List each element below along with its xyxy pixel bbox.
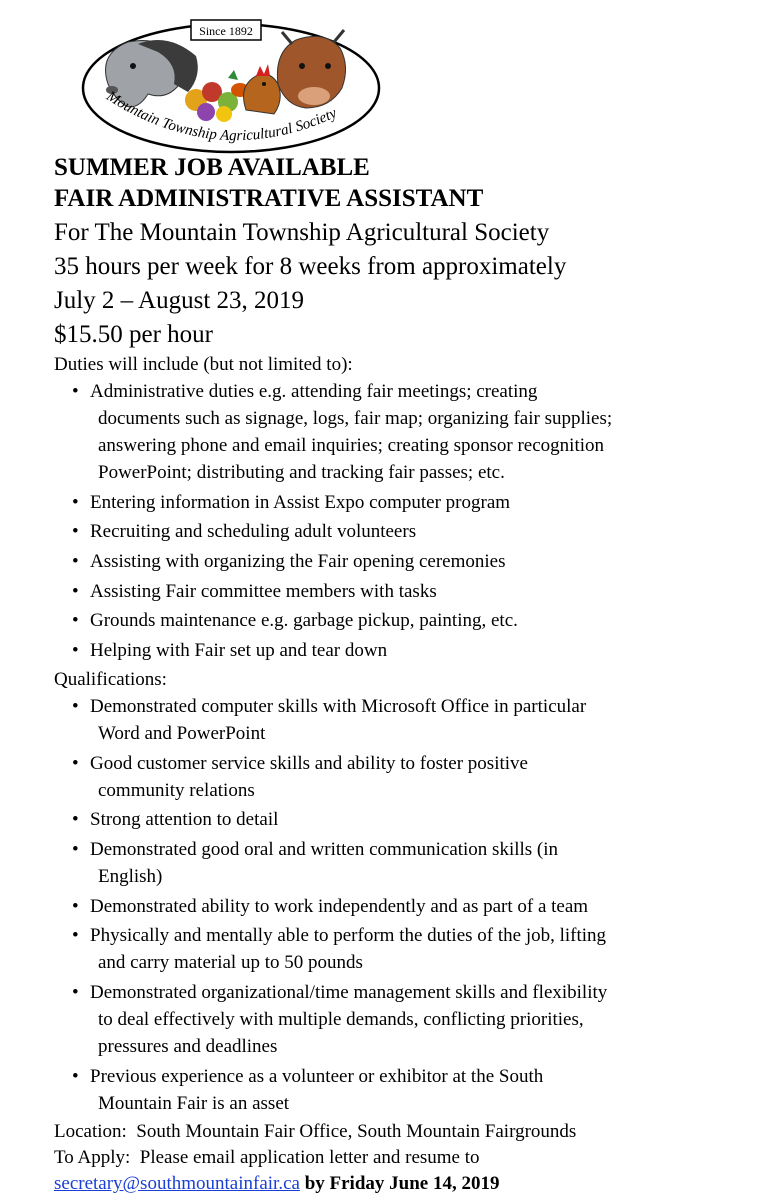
posting-title: SUMMER JOB AVAILABLE — [54, 154, 370, 181]
bullet-icon: • — [72, 1065, 79, 1087]
bullet-icon: • — [72, 610, 79, 632]
bullet-icon: • — [72, 521, 79, 543]
bullet-icon: • — [72, 752, 79, 774]
pay-rate: $15.50 per hour — [54, 321, 213, 348]
bullet-icon: • — [72, 838, 79, 860]
deadline: by Friday June 14, 2019 — [304, 1173, 500, 1195]
duty-item-text: documents such as signage, logs, fair map; organizing fair supplies; — [98, 408, 613, 429]
qualification-item — [54, 693, 744, 747]
duty-item-text: Grounds maintenance e.g. garbage pickup, painting, etc. — [90, 610, 518, 632]
logo-emblem — [78, 14, 384, 156]
qualifications-list — [54, 693, 744, 1117]
qualification-item-text: and carry material up to 50 pounds — [98, 952, 363, 974]
qualification-item-text: Mountain Fair is an asset — [98, 1092, 290, 1114]
qualification-item — [54, 836, 744, 890]
qualification-item-text: community relations — [98, 779, 255, 801]
job-posting — [54, 152, 744, 1197]
bullet-icon: • — [72, 551, 79, 573]
duty-item-text: answering phone and email inquiries; creating sponsor recognition — [98, 435, 605, 456]
dates: July 2 – August 23, 2019 — [54, 287, 305, 314]
bullet-icon: • — [72, 981, 79, 1003]
bullet-icon: • — [72, 580, 79, 602]
duty-item — [54, 607, 744, 634]
bullet-icon: • — [72, 640, 79, 662]
qualification-item-text: Demonstrated organizational/time management skills and flexibility — [90, 981, 608, 1003]
duty-item-text: Assisting Fair committee members with tasks — [90, 580, 437, 602]
qualification-item-text: Word and PowerPoint — [98, 722, 266, 744]
duty-item — [54, 548, 744, 575]
duty-item-text: Helping with Fair set up and tear down — [90, 640, 388, 662]
qualification-item-text: Demonstrated computer skills with Microsoft Office in particular — [90, 695, 587, 717]
bullet-icon: • — [72, 381, 79, 402]
society-name: Mountain Township Agricultural Society — [103, 88, 340, 145]
duty-item-text: PowerPoint; distributing and tracking fair passes; etc. — [98, 462, 505, 483]
bullet-icon: • — [72, 809, 79, 831]
duty-item-text: Assisting with organizing the Fair opening ceremonies — [90, 551, 506, 573]
duty-item — [54, 637, 744, 664]
qualification-item-text: Physically and mentally able to perform the duties of the job, lifting — [90, 925, 607, 947]
duty-item — [54, 518, 744, 545]
bullet-icon: • — [72, 895, 79, 917]
since-text: Since 1892 — [199, 24, 253, 38]
duty-item — [54, 378, 744, 486]
qualification-item — [54, 750, 744, 804]
qualification-item — [54, 922, 744, 976]
qualification-item — [54, 1063, 744, 1117]
qualification-item-text: Good customer service skills and ability to foster positive — [90, 752, 528, 774]
organization: For The Mountain Township Agricultural Society — [54, 219, 550, 246]
qualification-item-text: to deal effectively with multiple demands, conflicting priorities, — [98, 1008, 584, 1030]
apply-contact — [54, 1171, 744, 1197]
qualification-item — [54, 979, 744, 1060]
bullet-icon: • — [72, 491, 79, 513]
qualification-item-text: Previous experience as a volunteer or exhibitor at the South — [90, 1065, 544, 1087]
duties-heading: Duties will include (but not limited to): — [54, 354, 353, 375]
duty-item — [54, 578, 744, 605]
hours: 35 hours per week for 8 weeks from approximately — [54, 253, 567, 280]
qualification-item — [54, 893, 744, 920]
qualification-item-text: pressures and deadlines — [98, 1035, 278, 1057]
duty-item-text: Entering information in Assist Expo computer program — [90, 491, 511, 513]
qualification-item-text: Demonstrated good oral and written communication skills (in — [90, 838, 559, 860]
duty-item-text: Recruiting and scheduling adult volunteers — [90, 521, 417, 543]
duty-item-text: Administrative duties e.g. attending fair meetings; creating — [90, 381, 538, 402]
bullet-icon: • — [72, 695, 79, 717]
qualification-item-text: English) — [98, 865, 163, 887]
bullet-icon: • — [72, 925, 79, 947]
society-logo — [78, 14, 384, 156]
duty-item — [54, 489, 744, 516]
qualification-item-text: Demonstrated ability to work independently and as part of a team — [90, 895, 589, 917]
duties-list — [54, 378, 744, 664]
location: Location: South Mountain Fair Office, South Mountain Fairgrounds — [54, 1121, 577, 1143]
position-title: FAIR ADMINISTRATIVE ASSISTANT — [54, 185, 484, 212]
qualifications-heading: Qualifications: — [54, 668, 167, 690]
qualification-item — [54, 806, 744, 833]
email-link[interactable]: secretary@southmountainfair.ca — [54, 1173, 300, 1195]
apply-instructions: To Apply: Please email application letter and resume to — [54, 1147, 480, 1169]
qualification-item-text: Strong attention to detail — [90, 809, 279, 831]
